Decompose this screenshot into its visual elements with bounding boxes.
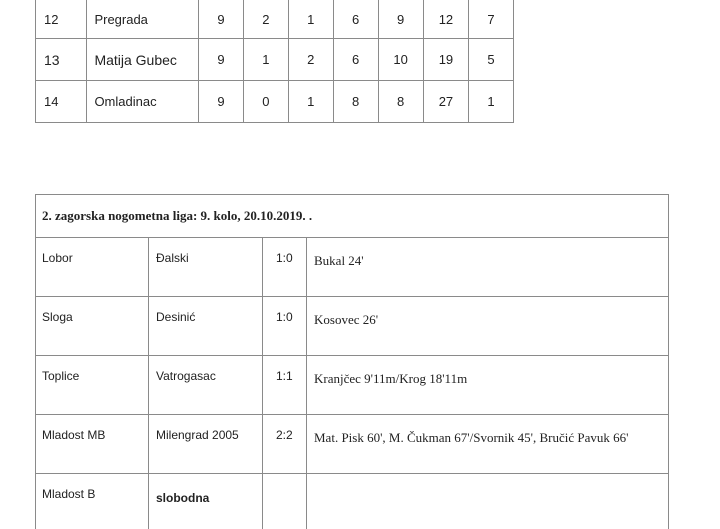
match-row (36, 297, 669, 356)
home-team: Mladost B (36, 474, 149, 529)
home-team: Toplice (36, 356, 149, 415)
round-title: 2. zagorska nogometna liga: 9. kolo, 20.10.2019. . (36, 195, 669, 238)
results-header-row (36, 195, 669, 238)
club-cell: Omladinac (87, 81, 199, 123)
goals-against-cell: 27 (423, 81, 468, 123)
draws-cell: 2 (288, 39, 333, 81)
losses-cell: 6 (333, 39, 378, 81)
match-row (36, 238, 669, 297)
played-cell: 9 (199, 39, 244, 81)
away-team: Đalski (149, 238, 263, 297)
away-team: Desinić (149, 297, 263, 356)
points-cell: 5 (469, 39, 514, 81)
match-row (36, 415, 669, 474)
match-score: 1:0 (263, 297, 307, 356)
match-score (263, 474, 307, 529)
goals-against-cell: 12 (423, 0, 468, 39)
goal-scorers: Kranjčec 9'11m/Krog 18'11m (307, 356, 669, 415)
rank-cell: 12 (36, 0, 87, 39)
club-cell: Matija Gubec (87, 39, 199, 81)
match-score: 1:0 (263, 238, 307, 297)
rank-cell: 13 (36, 39, 87, 81)
goal-scorers: Mat. Pisk 60', M. Čukman 67'/Svornik 45', Bručić Pavuk 66' (307, 415, 669, 474)
away-team: Vatrogasac (149, 356, 263, 415)
played-cell: 9 (199, 0, 244, 39)
home-team: Sloga (36, 297, 149, 356)
results-table (35, 194, 669, 529)
rank-cell: 14 (36, 81, 87, 123)
goal-scorers: Bukal 24' (307, 238, 669, 297)
draws-cell: 1 (288, 0, 333, 39)
wins-cell: 1 (243, 39, 288, 81)
goal-scorers (307, 474, 669, 529)
draws-cell: 1 (288, 81, 333, 123)
points-cell: 7 (469, 0, 514, 39)
goals-for-cell: 8 (378, 81, 423, 123)
goals-against-cell: 19 (423, 39, 468, 81)
table-row (36, 0, 514, 39)
home-team: Mladost MB (36, 415, 149, 474)
goals-for-cell: 10 (378, 39, 423, 81)
goal-scorers: Kosovec 26' (307, 297, 669, 356)
away-team: slobodna (149, 474, 263, 529)
away-team: Milengrad 2005 (149, 415, 263, 474)
home-team: Lobor (36, 238, 149, 297)
losses-cell: 6 (333, 0, 378, 39)
match-row (36, 474, 669, 529)
points-cell: 1 (469, 81, 514, 123)
table-row (36, 39, 514, 81)
table-row (36, 81, 514, 123)
match-score: 1:1 (263, 356, 307, 415)
wins-cell: 0 (243, 81, 288, 123)
match-row (36, 356, 669, 415)
played-cell: 9 (199, 81, 244, 123)
standings-table (35, 0, 514, 123)
wins-cell: 2 (243, 0, 288, 39)
club-cell: Pregrada (87, 0, 199, 39)
goals-for-cell: 9 (378, 0, 423, 39)
match-score: 2:2 (263, 415, 307, 474)
losses-cell: 8 (333, 81, 378, 123)
